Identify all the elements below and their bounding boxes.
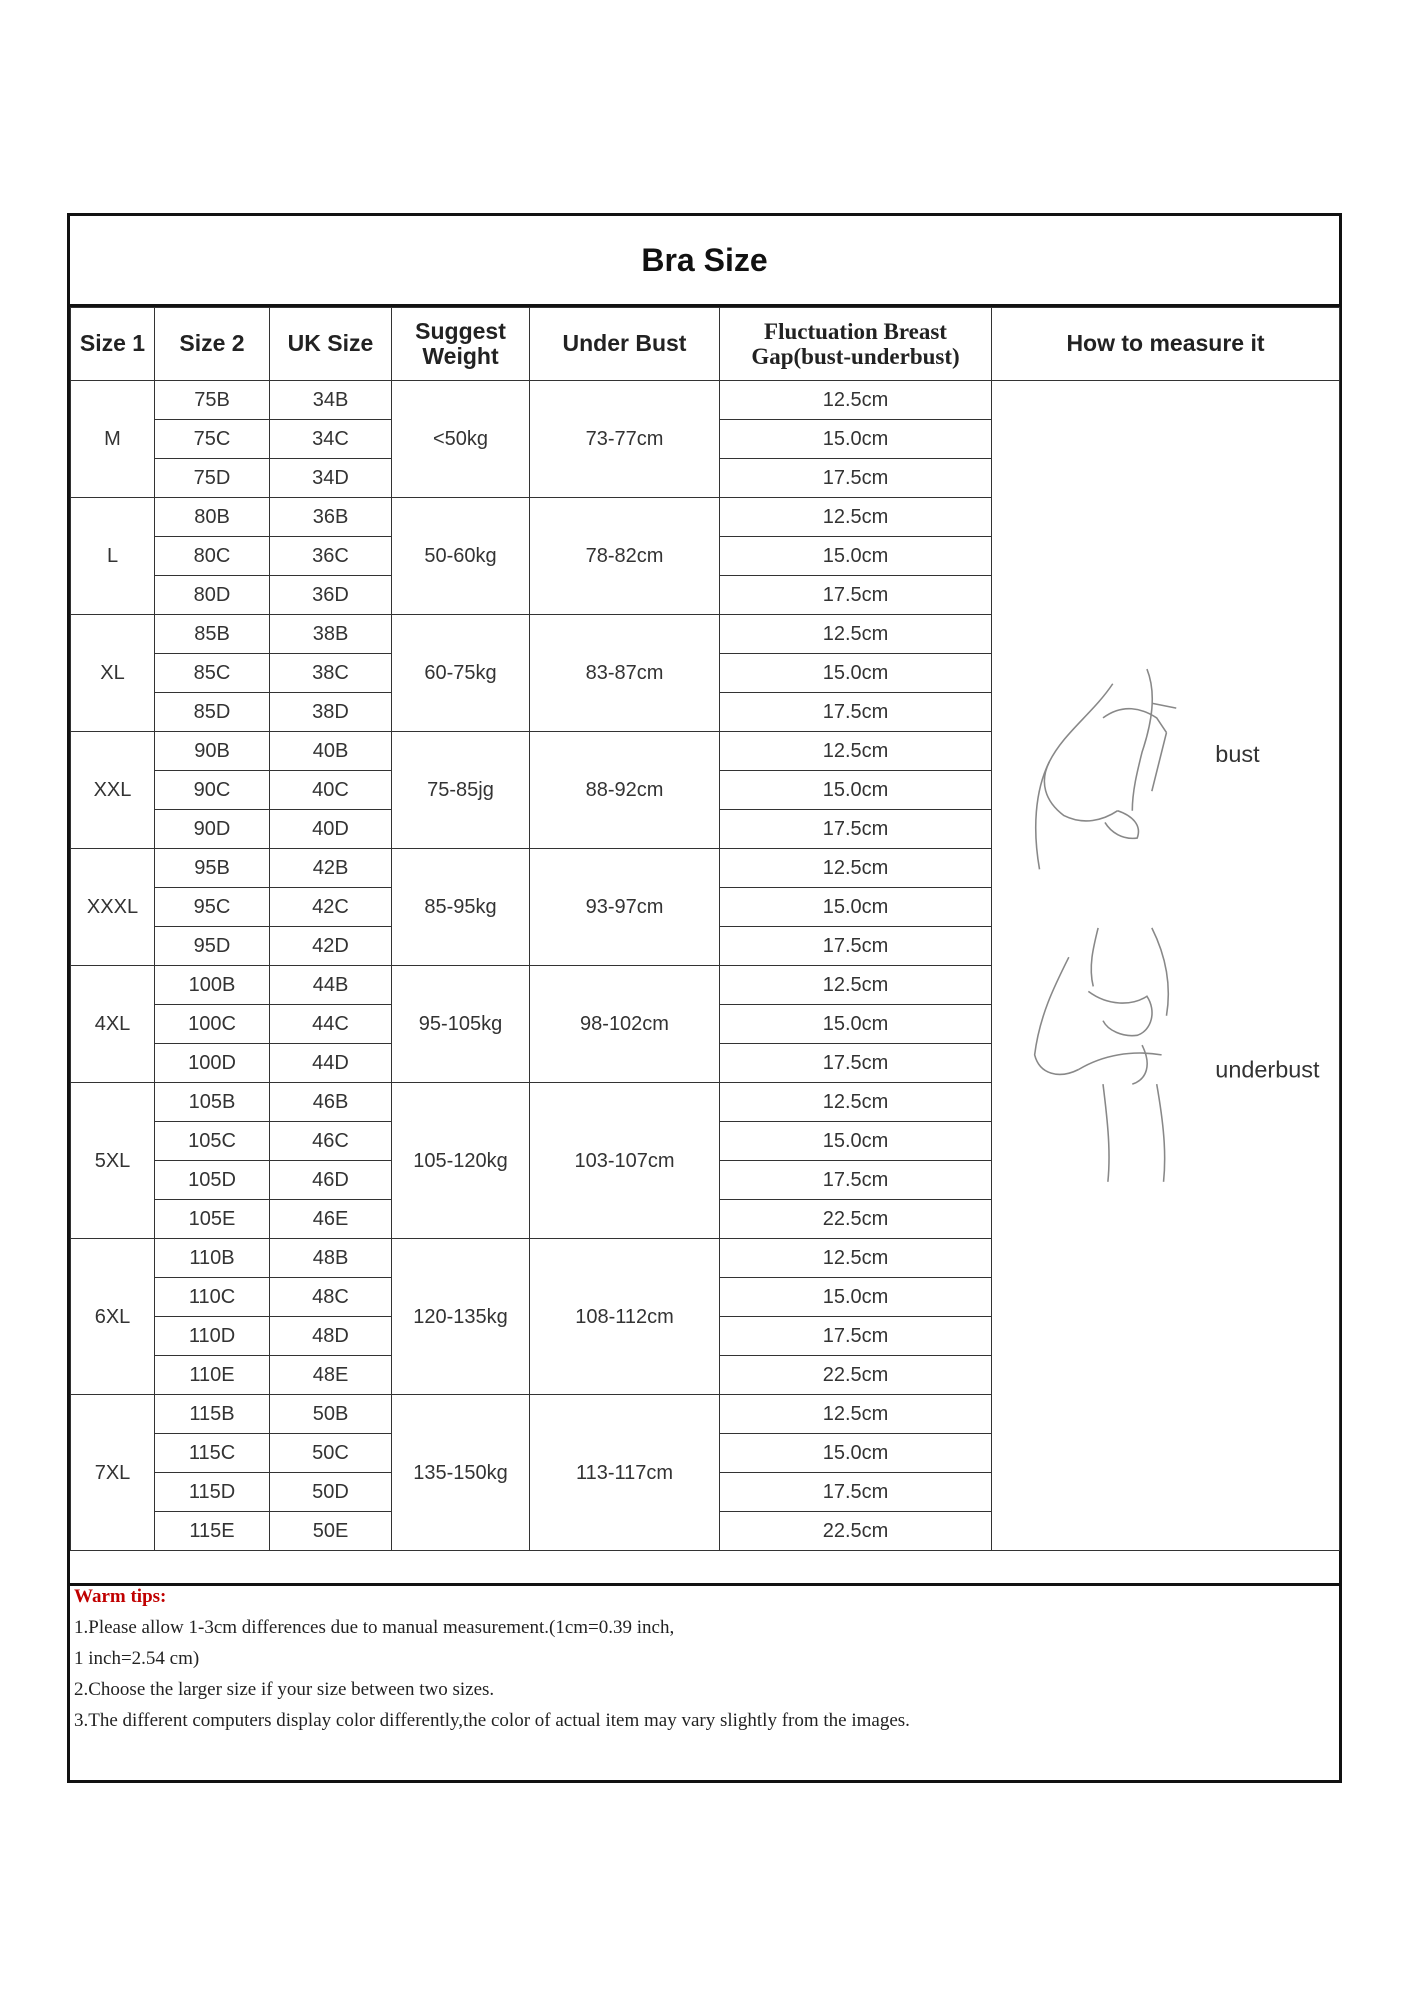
cell-uk-size: 40B [270, 732, 392, 771]
cell-size2: 105E [155, 1200, 270, 1239]
cell-uk-size: 36C [270, 537, 392, 576]
warm-tips [74, 1586, 1334, 1736]
cell-gap: 12.5cm [720, 849, 992, 888]
cell-size2: 80D [155, 576, 270, 615]
cell-gap: 12.5cm [720, 1239, 992, 1278]
size-chart [67, 213, 1342, 1783]
table-row [71, 381, 1340, 420]
cell-size1: XXXL [71, 849, 155, 966]
cell-size2: 85D [155, 693, 270, 732]
cell-size2: 75B [155, 381, 270, 420]
cell-suggest-weight: 120-135kg [392, 1239, 530, 1395]
cell-size2: 90C [155, 771, 270, 810]
cell-uk-size: 46C [270, 1122, 392, 1161]
cell-size2: 110D [155, 1317, 270, 1356]
header-under-bust: Under Bust [530, 308, 720, 381]
cell-gap: 17.5cm [720, 1044, 992, 1083]
cell-uk-size: 36D [270, 576, 392, 615]
cell-uk-size: 38D [270, 693, 392, 732]
cell-size2: 80C [155, 537, 270, 576]
underbust-label: underbust [1215, 1056, 1320, 1083]
cell-suggest-weight: 95-105kg [392, 966, 530, 1083]
cell-uk-size: 48C [270, 1278, 392, 1317]
bust-label: bust [1215, 740, 1260, 767]
cell-gap: 22.5cm [720, 1512, 992, 1551]
cell-uk-size: 46B [270, 1083, 392, 1122]
cell-uk-size: 38C [270, 654, 392, 693]
cell-size2: 105C [155, 1122, 270, 1161]
cell-gap: 17.5cm [720, 459, 992, 498]
cell-uk-size: 44C [270, 1005, 392, 1044]
cell-suggest-weight: 105-120kg [392, 1083, 530, 1239]
cell-gap: 15.0cm [720, 420, 992, 459]
cell-size2: 90D [155, 810, 270, 849]
cell-gap: 17.5cm [720, 576, 992, 615]
cell-under-bust: 88-92cm [530, 732, 720, 849]
header-fluctuation-line2: Gap(bust-underbust) [751, 344, 960, 369]
cell-size2: 105D [155, 1161, 270, 1200]
cell-size2: 75D [155, 459, 270, 498]
cell-uk-size: 42B [270, 849, 392, 888]
cell-size1: M [71, 381, 155, 498]
tip-line: 1 inch=2.54 cm) [74, 1648, 200, 1669]
cell-uk-size: 40D [270, 810, 392, 849]
cell-gap: 17.5cm [720, 693, 992, 732]
cell-uk-size: 34B [270, 381, 392, 420]
cell-uk-size: 50B [270, 1395, 392, 1434]
cell-under-bust: 83-87cm [530, 615, 720, 732]
cell-size2: 110B [155, 1239, 270, 1278]
cell-gap: 12.5cm [720, 966, 992, 1005]
header-size2: Size 2 [155, 308, 270, 381]
tip-line: 3.The different computers display color differently,the color of actual item may vary slightly from the images. [74, 1710, 910, 1731]
cell-uk-size: 40C [270, 771, 392, 810]
tips-heading: Warm tips: [74, 1586, 167, 1607]
cell-gap: 17.5cm [720, 927, 992, 966]
cell-uk-size: 50D [270, 1473, 392, 1512]
cell-uk-size: 42D [270, 927, 392, 966]
header-uk-size: UK Size [270, 308, 392, 381]
cell-size1: 4XL [71, 966, 155, 1083]
cell-uk-size: 36B [270, 498, 392, 537]
cell-uk-size: 48E [270, 1356, 392, 1395]
cell-suggest-weight: 85-95kg [392, 849, 530, 966]
cell-gap: 17.5cm [720, 1473, 992, 1512]
cell-size2: 115B [155, 1395, 270, 1434]
cell-gap: 12.5cm [720, 381, 992, 420]
tip-line: 2.Choose the larger size if your size between two sizes. [74, 1679, 495, 1700]
cell-size1: 5XL [71, 1083, 155, 1239]
cell-size1: L [71, 498, 155, 615]
cell-size2: 80B [155, 498, 270, 537]
cell-uk-size: 50C [270, 1434, 392, 1473]
cell-uk-size: 44B [270, 966, 392, 1005]
header-suggest-weight: Suggest Weight [392, 308, 530, 381]
cell-size2: 115D [155, 1473, 270, 1512]
cell-gap: 15.0cm [720, 771, 992, 810]
cell-gap: 22.5cm [720, 1356, 992, 1395]
cell-gap: 15.0cm [720, 654, 992, 693]
cell-size2: 90B [155, 732, 270, 771]
cell-uk-size: 34D [270, 459, 392, 498]
underbust-figure-illustration [1035, 928, 1169, 1182]
cell-size2: 75C [155, 420, 270, 459]
cell-uk-size: 50E [270, 1512, 392, 1551]
chart-title: Bra Size [70, 216, 1339, 307]
measurement-figures [992, 381, 1339, 1550]
cell-gap: 15.0cm [720, 1278, 992, 1317]
header-row [71, 308, 1340, 381]
how-to-measure-cell [992, 381, 1340, 1551]
cell-uk-size: 48B [270, 1239, 392, 1278]
cell-gap: 12.5cm [720, 1083, 992, 1122]
cell-gap: 15.0cm [720, 537, 992, 576]
cell-size1: XXL [71, 732, 155, 849]
cell-size2: 95D [155, 927, 270, 966]
cell-suggest-weight: 75-85jg [392, 732, 530, 849]
cell-suggest-weight: 60-75kg [392, 615, 530, 732]
cell-size2: 100D [155, 1044, 270, 1083]
cell-uk-size: 34C [270, 420, 392, 459]
cell-gap: 17.5cm [720, 1317, 992, 1356]
cell-gap: 17.5cm [720, 1161, 992, 1200]
tip-line: 1.Please allow 1-3cm differences due to manual measurement.(1cm=0.39 inch, [74, 1617, 675, 1638]
cell-under-bust: 108-112cm [530, 1239, 720, 1395]
cell-size2: 115E [155, 1512, 270, 1551]
cell-size1: 6XL [71, 1239, 155, 1395]
cell-uk-size: 38B [270, 615, 392, 654]
cell-gap: 15.0cm [720, 1122, 992, 1161]
cell-gap: 15.0cm [720, 1005, 992, 1044]
cell-suggest-weight: <50kg [392, 381, 530, 498]
cell-suggest-weight: 50-60kg [392, 498, 530, 615]
cell-gap: 12.5cm [720, 732, 992, 771]
cell-gap: 12.5cm [720, 498, 992, 537]
header-how-to-measure: How to measure it [992, 308, 1340, 381]
cell-uk-size: 46D [270, 1161, 392, 1200]
cell-under-bust: 113-117cm [530, 1395, 720, 1551]
cell-under-bust: 78-82cm [530, 498, 720, 615]
cell-size1: 7XL [71, 1395, 155, 1551]
cell-size2: 95C [155, 888, 270, 927]
cell-gap: 15.0cm [720, 1434, 992, 1473]
cell-size2: 85B [155, 615, 270, 654]
cell-size2: 85C [155, 654, 270, 693]
cell-under-bust: 73-77cm [530, 381, 720, 498]
table-body [71, 381, 1340, 1551]
cell-size2: 95B [155, 849, 270, 888]
cell-gap: 15.0cm [720, 888, 992, 927]
cell-size2: 110E [155, 1356, 270, 1395]
header-fluctuation-line1: Fluctuation Breast [764, 318, 947, 344]
cell-size2: 110C [155, 1278, 270, 1317]
bust-figure-illustration [1036, 669, 1177, 869]
cell-under-bust: 98-102cm [530, 966, 720, 1083]
cell-size1: XL [71, 615, 155, 732]
cell-gap: 12.5cm [720, 1395, 992, 1434]
cell-suggest-weight: 135-150kg [392, 1395, 530, 1551]
cell-uk-size: 48D [270, 1317, 392, 1356]
cell-under-bust: 103-107cm [530, 1083, 720, 1239]
cell-size2: 100C [155, 1005, 270, 1044]
header-fluctuation [720, 308, 992, 381]
size-table [70, 307, 1340, 1551]
cell-under-bust: 93-97cm [530, 849, 720, 966]
cell-uk-size: 42C [270, 888, 392, 927]
cell-gap: 22.5cm [720, 1200, 992, 1239]
cell-size2: 115C [155, 1434, 270, 1473]
cell-uk-size: 46E [270, 1200, 392, 1239]
header-size1: Size 1 [71, 308, 155, 381]
cell-gap: 17.5cm [720, 810, 992, 849]
cell-size2: 100B [155, 966, 270, 1005]
cell-size2: 105B [155, 1083, 270, 1122]
cell-uk-size: 44D [270, 1044, 392, 1083]
cell-gap: 12.5cm [720, 615, 992, 654]
